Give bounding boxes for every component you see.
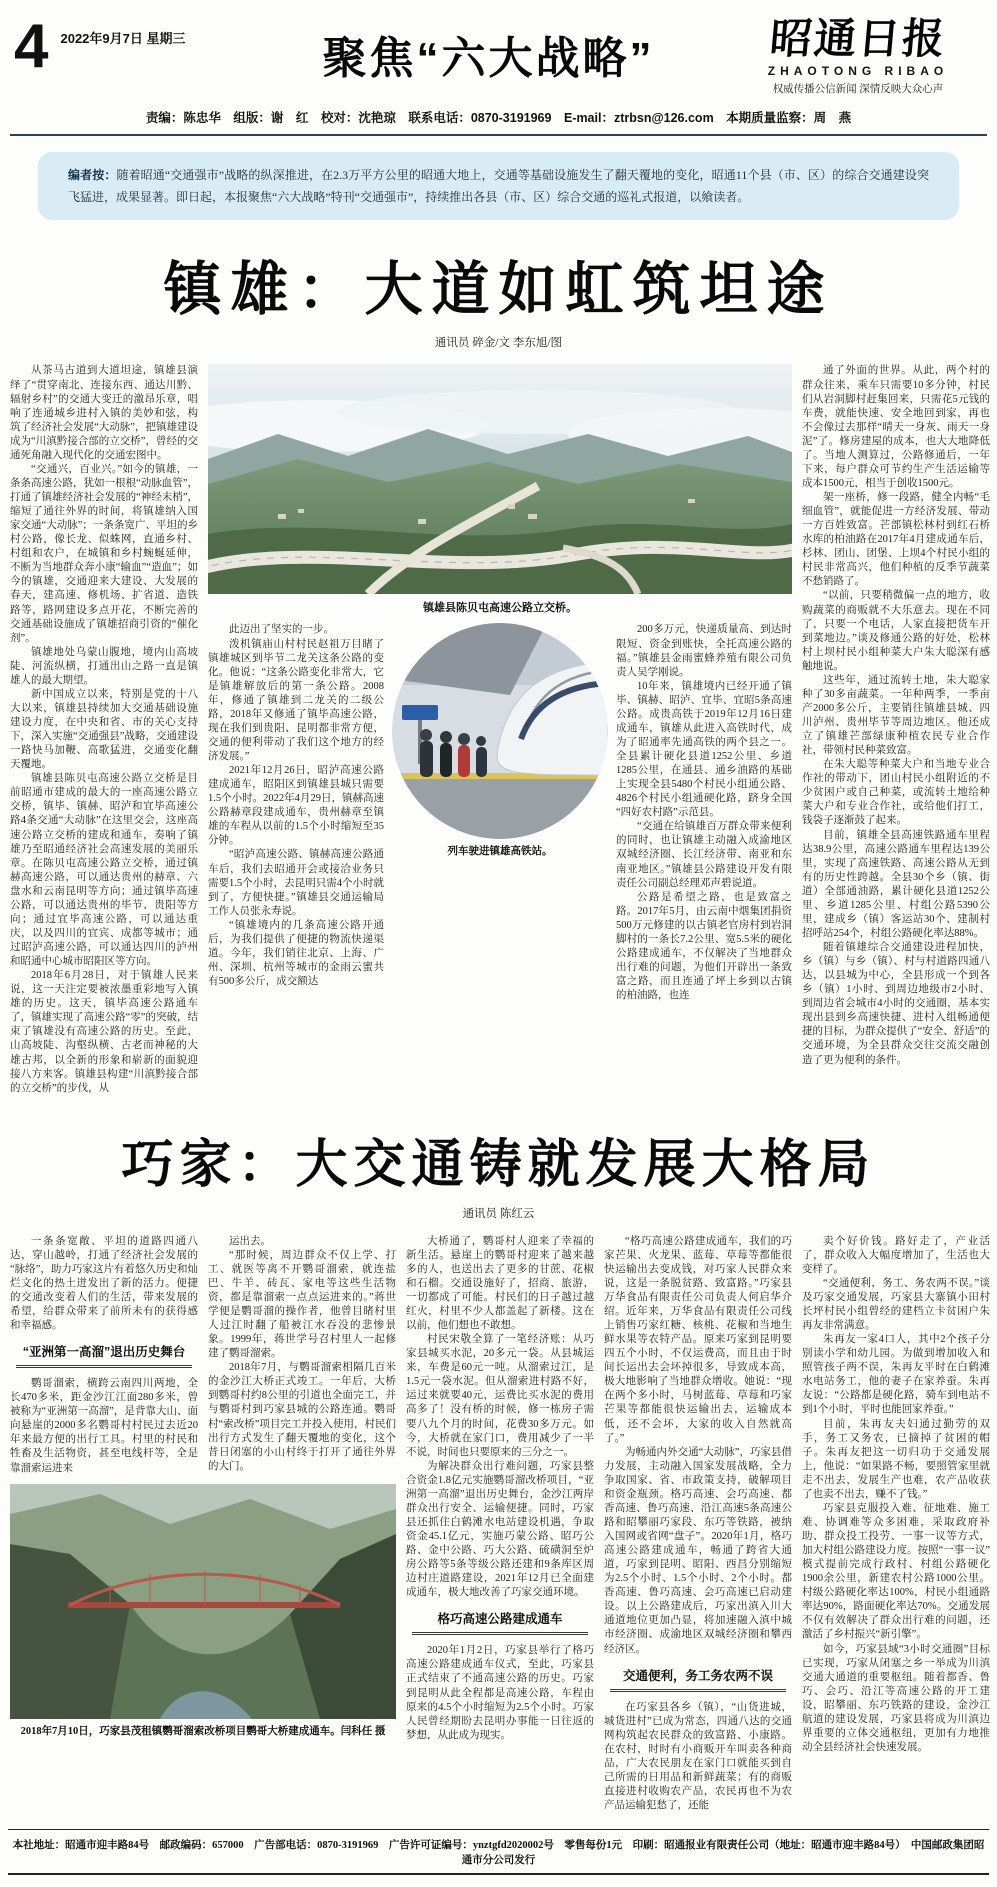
photo2-caption: 列车驶进镇雄高铁站。 bbox=[447, 846, 553, 858]
paper-slogan: 权威传播公信新闻 深情反映大众心声 bbox=[772, 84, 944, 96]
column-subhead: 交通便利，务工务农两不误 bbox=[610, 1666, 787, 1692]
article1-headline: 镇雄：大道如虹筑坦途 bbox=[163, 257, 834, 323]
article1-body bbox=[8, 364, 989, 1095]
body-paragraph: 2020年1月2日，巧家县举行了格巧高速公路建成通车仪式，至此，巧家县正式结束了不通高速公路的历史。巧家到昆明从此全程都是高速公路，车程由原来的4.5个小时缩短为2.5个小时。巧家人民曾经期盼去昆明办事能一日往返的梦想，从此成为现实。 bbox=[406, 1645, 594, 1741]
body-paragraph: 2021年12月26日，昭泸高速公路建成通车，昭阳区到镇雄县城只需要1.5个小时。2022年4月29日，镇赫高速公路赫章段建成通车，贵州赫章至镇雄的车程从以前的1.5个小时缩短至35分钟。 bbox=[208, 765, 384, 847]
issue-date: 2022年9月7日 星期三 bbox=[60, 31, 186, 46]
body-paragraph: 200多万元，快递质量高、到达时限短、资金到账快，全托高速公路的福。”镇雄县金雨蜜蜂养殖有限公司负责人吴学刚说。 bbox=[616, 624, 792, 678]
body-paragraph: 10年来，镇雄境内已经开通了镇毕、镇赫、昭泸、宜毕、宜昭5条高速公路。成贵高铁于2019年12月16日建成通车，镇雄从此进入高铁时代，成为了昭通率先通高铁的两个县之一。全县累计硬化县道1252公里、乡道1285公里，在通县、通乡油路的基础上实现全县5480个村民小组通公路、4826个村民小组通硬化路，跻身全国“四好农村路”示范县。 bbox=[616, 680, 792, 819]
paper-logo bbox=[733, 18, 983, 96]
body-paragraph: 目前，镇雄全县高速铁路通车里程达38.9公里，高速公路通车里程达139公里，实现了高速铁路、高速公路从无到有的历史性跨越。全县30个乡（镇、街道）全部通油路，累计硬化县道1252公里、乡道1285公里、村组公路5390公里，建成乡（镇）客运站30个、建制村招呼站254个，村组公路硬化率达88%。 bbox=[802, 829, 990, 939]
article2-column-1 bbox=[10, 1235, 198, 1476]
body-paragraph: 从茶马古道到大道坦途，镇雄县演绎了“贯穿南北、连接东西、通达川黔、辐射乡村”的交通大变迁的激昂乐章，唱响了连通城乡进村入镇的美妙和弦，构筑了经济社会发展“大动脉”，把镇雄建设成为“川滇黔接合部的立交桥”，曾经的交通死角融入现代化的交通宏图中。 bbox=[10, 365, 198, 461]
aerial-highway-photo bbox=[208, 364, 792, 594]
train-photo-block bbox=[392, 623, 608, 866]
body-paragraph: 目前，朱再友夫妇通过勤劳的双手，务工又务农，已摘掉了贫困的帽子。朱再友把这一切归功于交通发展上，他说：“如果路不畅，要照管家里就走不出去，发展生产也难，农产品收获了也卖不出去，赚不了钱。” bbox=[802, 1418, 990, 1500]
article2-left-block bbox=[10, 1235, 396, 1746]
body-paragraph: 朱再友一家4口人，其中2个孩子分别读小学和幼儿园。为做到增加收入和照管孩子两不误，朱再友平时在白鹤滩水电站务工，他的妻子在家养蚕。朱再友说：“公路都是硬化路，骑车到电站不到1个小时，平时也能回家养蚕。” bbox=[802, 1334, 990, 1416]
body-paragraph: 在朱大聪等种菜大户和当地专业合作社的带动下，团山村民小组附近的不少贫困户或自己种菜，或流转土地给种菜大户和专业合作社，或给他们打工，钱袋子逐渐鼓了起来。 bbox=[802, 759, 990, 827]
body-paragraph: 这些年，通过流转土地，朱大聪家种了30多亩蔬菜。一年种两季，一季亩产2000多公斤，主要销往镇雄县城、四川泸州、贵州毕节等周边地区。他还成立了镇雄芒部绿康种植农民专业合作社，带领村民种菜致富。 bbox=[802, 674, 990, 757]
article2-byline: 通讯员 陈红云 bbox=[462, 1207, 535, 1220]
body-paragraph: 镇雄县陈贝屯高速公路立交桥是目前昭通市建成的最大的一座高速公路立交桥，镇毕、镇赫、昭泸和宜毕高速公路4条交通“大动脉”在这里交会，这座高速公路立交桥的建成和通车，奏响了镇雄乃至昭通经济社会高速发展的美丽乐章。在陈贝屯高速公路立交桥，通过镇赫高速公路，可以通达贵州的赫章、六盘水和云南昆明等方向；通过镇毕高速公路，可以通达贵州的毕节、贵阳等方向；通过宜毕高速公路，可以通达重庆，以及四川的宜宾、成都等城市；通过昭泸高速公路，可以通达四川的泸州和昭通中心城市昭阳区等方向。 bbox=[10, 773, 198, 968]
body-paragraph: “交通兴，百业兴。”如今的镇雄，一条条高速公路，犹如一根根“动脉血管”，打通了镇雄经济社会发展的“神经末梢”，缩短了通往外界的时间，将镇雄纳入国家交通“大动脉”；一条条宽广、平坦的乡村公路，像长龙、似蛛网，直通乡村、村组和农户，在城镇和乡村蜿蜒延伸，不断为当地群众奔小康“输血”“造血”；如今的镇雄，交通迎来大建设、大发展的春天，建高速、修机场、扩省道、造铁路等，路网建设多点开花，不断完善的交通基础设施成了镇雄招商引资的“催化剂”。 bbox=[10, 463, 198, 644]
body-paragraph: “交通便利，务工、务农两不误。”谈及巧家交通发展，巧家县大寨镇小田村长坪村民小组曾经的建档立卡贫困户朱再友非常满意。 bbox=[802, 1277, 990, 1332]
body-paragraph: “格巧高速公路建成通车，我们的巧家芒果、火龙果、蓝莓、草莓等都能很快运输出去变成钱，对巧家人民群众来说，这是一条脱贫路、致富路。”巧家县万华食品有限责任公司负责人何启华介绍。近年来，万华食品有限责任公司线上销售巧家红糖、核桃、花椒和当地生鲜水果等农特产品。原来巧家到昆明要四五个小时，不仅运费高，而且由于时间长运出去会坏掉很多，导致成本高，极大地影响了当地群众增收。她说：“现在两个多小时，马树蓝莓、草莓和巧家芒果等都能很快运输出去，运输成本低，还不会坏，大家的收入自然就高了。” bbox=[604, 1235, 792, 1444]
paper-name: 昭通日报 bbox=[767, 17, 949, 63]
article1-byline: 通讯员 碎金/文 李东旭/图 bbox=[434, 337, 563, 350]
body-paragraph: 2018年7月，与鹦哥溜索相隔几百米的金沙江大桥正式竣工。一年后，大桥到鹦哥村约8公里的引道也全面完工，并与鹦哥村到巧家县城的公路连通。鹦哥村“索改桥”项目完工并投入使用，村民们出行方式发生了翻天覆地的变化，这个昔日闭塞的小山村终于打开了通往外界的大门。 bbox=[208, 1362, 396, 1472]
body-paragraph: 一条条宽敞、平坦的道路四通八达，穿山越岭，打通了经济社会发展的“脉络”，助力巧家这片有着悠久历史和灿烂文化的热土迸发出了新的活力。便捷的交通改变着人们的生活，带来发展的希望，给群众带来了前所未有的获得感和幸福感。 bbox=[10, 1235, 198, 1332]
article-zhenxiong bbox=[8, 242, 989, 1095]
article1-column-3 bbox=[616, 623, 792, 1003]
body-paragraph: 2018年6月28日，对于镇雄人民来说，这一天注定要被浓墨重彩地写入镇雄的历史。这天，镇毕高速公路通车了，镇雄实现了高速公路“零”的突破，结束了镇雄没有高速公路的历史。至此，山高坡陡、沟壑纵横、古老而神秘的大雄古邦，以全新的形象和崭新的面貌迎接八方来客。镇雄县构建“川滇黔接合部的立交桥”的步伐，从 bbox=[10, 970, 198, 1094]
bridge-canyon-photo bbox=[10, 1484, 396, 1719]
article-qiaojia bbox=[8, 1122, 989, 1813]
article2-body bbox=[8, 1235, 989, 1813]
body-paragraph: 泼机镇庙山村村民赵祖万目睹了镇雄城区到毕节二龙关这条公路的变化。他说：“这条公路变化非常大，它是镇雄解放后的第一条公路。2008年，修通了镇雄到二龙关的二级公路，2018年又修通了镇毕高速公路，现在我们到贵阳、昆明都非常方便，交通的便利带动了我们这个地方的经济发展。” bbox=[208, 638, 384, 763]
paper-name-pinyin: ZHAOTONG RIBAO bbox=[767, 64, 949, 79]
editor-note-box bbox=[38, 152, 959, 220]
article1-column-1 bbox=[10, 364, 198, 1095]
article2-column-2 bbox=[208, 1235, 396, 1474]
article1-column-4 bbox=[802, 364, 990, 1067]
article1-middle bbox=[208, 364, 792, 1003]
masthead-left bbox=[14, 12, 244, 81]
article2-column-4 bbox=[604, 1235, 792, 1813]
article2-headline: 巧家：大交通铸就发展大格局 bbox=[121, 1135, 876, 1194]
page-number: 4 bbox=[14, 12, 49, 81]
body-paragraph: 随着镇雄综合交通建设进程加快，乡（镇）与乡（镇）、村与村道路四通八达，以县城为中心，全县形成一个到各乡（镇）1小时、到周边地级市2小时、到周边省会城市4小时的交通圈，基本实现出县到乡高速快捷、进村入组畅通便捷的目标，为群众提供了“安全、舒适”的交通环境，为全县群众交往交流交融创造了更为便利的条件。 bbox=[802, 942, 990, 1066]
body-paragraph: 公路是希望之路，也是致富之路。2017年5月，由云南中烟集团捐资500万元修建的以古镇老官房村到岩洞脚村的一条长7.2公里、宽5.5米的硬化公路建成通车，不仅解决了当地群众出行难的问题，为他们开辟出一条致富之路，而且连通了坪上乡到以古镇的柏油路，也连 bbox=[616, 891, 792, 1002]
body-paragraph: 如今，巧家县域“3小时交通圈”目标已实现，巧家从闭塞之乡一举成为川滇交通大通道的重要枢纽。随着都香、鲁巧、会巧、沿江等高速公路的开工建设，昭攀丽、东巧铁路的建设，金沙江航道的建设发展，巧家县将成为川滇边界重要的立体交通枢纽，更加有力地推动全县经济社会快速发展。 bbox=[802, 1643, 990, 1753]
article1-middle-row bbox=[208, 623, 792, 1003]
body-paragraph: 通了外面的世界。从此，两个村的群众往来，乘车只需要10多分钟，村民们从岩洞脚村赶集回来，只需花5元钱的车费，就能快速、安全地回到家，再也不会像过去那样“晴天一身灰、雨天一身泥”了。修房建屋的成本，也大大地降低了。当地人测算过，公路修通后，一年下来，每户群众可节约生产生活运输等成本1500元，相当于创收1500元。 bbox=[802, 365, 990, 489]
body-paragraph: 镇雄地处乌蒙山腹地，境内山高坡陡、河流纵横，打通出山之路一直是镇雄人的最大期望。 bbox=[10, 646, 198, 686]
colophon-rule bbox=[8, 1829, 989, 1875]
editor-note-text: 随着昭通“交通强市”战略的纵深推进，在2.3万平方公里的昭通大地上，交通等基础设施发生了翻天覆地的变化，昭通11个县（市、区）的综合交通建设突飞猛进，成果显著。即日起，本报聚焦“六大战略”特刊“交通强市”，持续推出各县（市、区）综合交通的巡礼式报道，以飨读者。 bbox=[68, 168, 929, 205]
body-paragraph: 此迈出了坚实的一步。 bbox=[229, 624, 334, 636]
masthead bbox=[8, 10, 989, 96]
section-title: 聚焦“六大战略” bbox=[322, 34, 655, 83]
column-subhead: “亚洲第一高溜”退出历史舞台 bbox=[16, 1342, 193, 1368]
body-paragraph: 运出去。 bbox=[229, 1235, 271, 1247]
photo1-caption: 镇雄县陈贝屯高速公路立交桥。 bbox=[423, 602, 577, 615]
article2-column-3 bbox=[406, 1235, 594, 1743]
article1-column-2 bbox=[208, 623, 384, 989]
body-paragraph: 大桥通了，鹦哥村人迎来了幸福的新生活。悬崖上的鹦哥村迎来了越来越多的人，也送出去了更多的甘蔗、花椒和石榴。交通设施好了，招商、旅游，一切都成了可能。村民们的日子越过越红火，村里不少人都盖起了新楼。这在以前，他们想也不敢想。 bbox=[406, 1235, 594, 1332]
body-paragraph: 卖个好价钱。路好走了，产业活了，群众收入大幅度增加了，生活也大变样了。 bbox=[802, 1235, 990, 1275]
body-paragraph: “交通在给镇雄百万群众带来便利的同时，也让镇雄主动融入成渝地区双城经济圈、长江经济带、南亚和东南亚地区。”镇雄县公路建设开发有限责任公司副总经理邓声碧说道。 bbox=[616, 821, 792, 889]
body-paragraph: “以前，只要稍微偏一点的地方，收购蔬菜的商贩就不大乐意去。现在不同了，只要一个电话，人家直接把货车开到菜地边。”谈及修通公路的好处，松林村上坝村民小组种菜大户朱大聪深有感触地说。 bbox=[802, 590, 990, 672]
body-paragraph: 在巧家县各乡（镇），“山货进城，城货进村”已成为常态，四通八达的交通网构筑起农民群众的致富路、小康路。在农村，时时有小商贩开车叫卖各种商品，广大农民朋友在家门口就能买到自己所需的日用品和新鲜蔬菜；有的商贩直接进村收购农产品，农民再也不为农产品运输犯愁了，还能 bbox=[604, 1701, 792, 1812]
body-paragraph: 架一座桥，修一段路，健全内畅“毛细血管”，就能促进一方经济发展、带动一方百姓致富。芒部镇松林村到红石桥水库的柏油路在2017年4月建成通车后，杉林、团山、团堡、上坝4个村民小组的村民非常高兴，他们种植的反季节蔬菜不愁销路了。 bbox=[802, 492, 990, 588]
body-paragraph: 为畅通内外交通“大动脉”，巧家县借力发展，主动融入国家发展战略，全力争取国家、省、市政策支持，破解项目和资金瓶颈。格巧高速、会巧高速、都香高速、鲁巧高速、沿江高速5条高速公路和昭攀丽巧家段、东巧等铁路，被纳入国网或省网“盘子”。2020年1月，格巧高速公路建成通车，畅通了跨省大通道，巧家到昆明、昭阳、西昌分别缩短为2.5个小时、1.5个小时、2个小时。都香高速、鲁巧高速、会巧高速已启动建设。以上公路建成后，巧家出滇入川大通道地位更加凸显，将加速融入滇中城市经济圈、成渝地区双城经济圈和攀西经济区。 bbox=[604, 1446, 792, 1655]
body-paragraph: “镇雄境内的几条高速公路开通后，为我们提供了便捷的物流快递渠道。今年，我们销往北京、上海、广州、深圳、杭州等城市的金雨云蜜共有500多公斤，成交额达 bbox=[208, 919, 384, 988]
body-paragraph: 村民宋敬全算了一笔经济账：从巧家县城买水泥，20多元一袋。从县城运来，车费是60元一吨。从溜索过江，是1.5元一袋水泥。但从溜索进村路不好，运过来就要40元，运费比买水泥的费用高多了！没有桥的时候，修一栋房子需要八九个月的时间，花费30多万元。如今，大桥就在家门口，费用减少了一半不说，时间也只要原来的三分之一。 bbox=[406, 1334, 594, 1458]
photo3-caption: 2018年7月10日，巧家县茂租镇鹦哥溜索改桥项目鹦哥大桥建成通车。闫科任 摄 bbox=[20, 1725, 386, 1737]
body-paragraph: “那时候，周边群众不仅上学、打工、就医等离不开鹦哥溜索，就连盐巴、牛羊、砖瓦、家电等这些生活物资，都是靠溜索一点点运进来的。”蒋世学便是鹦哥溜的操作者，他曾目睹村里人过江时翻了船被江水吞没的悲惨景象。1999年，蒋世学号召村里人一起修建了鹦哥溜索。 bbox=[208, 1249, 396, 1360]
colophon: 本社地址：昭通市迎丰路84号 邮政编码：657000 广告部电话：0870-3191969 广告许可证编号：ynztgfd2020002号 零售每份1元 印刷：昭通报业有限责任公司（地址：昭通市迎丰路84号） 中国邮政集团昭通市分公司发行 bbox=[12, 1840, 985, 1867]
body-paragraph: “昭泸高速公路、镇赫高速公路通车后，我们去昭通开会或接洽业务只需要1.5个小时，去昆明只需4个小时就到了，方便快捷。”镇雄县交通运输局工作人员张永寿说。 bbox=[208, 849, 384, 917]
staff-line: 责编：陈忠华 组版：谢 红 校对：沈艳琼 联系电话：0870-3191969 E-mail：ztrbsn@126.com 本期质量监察：周 燕 bbox=[145, 111, 852, 126]
body-paragraph: 巧家县克服投入难、征地难、施工难、协调难等众多困难，采取政府补助、群众投工投劳、一事一议等方式，加大村组公路建设力度。按照“一事一议”模式提前完成行政村、村组公路硬化1900余公里，新建农村公路1000公里。村级公路硬化率达100%，村民小组通路率达90%，路面硬化率达70%。交通发展不仅有效解决了群众出行难的问题，还激活了乡村振兴“新引擎”。 bbox=[802, 1502, 990, 1641]
body-paragraph: 为解决群众出行难问题，巧家县整合资金1.8亿元实施鹦哥溜改桥项目，“亚洲第一高溜”退出历史舞台，金沙江两岸群众出行安全、运输便捷。同时，巧家县还抓住白鹤滩水电站建设机遇，争取资金45.1亿元，实施巧蒙公路、昭巧公路、金中公路、巧大公路、硫磺洞至炉房公路等5条等级公路还建和9条库区周边村庄道路建设，2021年12月已全面建成通车，极大地改善了巧家交通环境。 bbox=[406, 1460, 594, 1599]
editor-note-label: 编者按： bbox=[68, 168, 117, 183]
masthead-rule bbox=[10, 134, 987, 136]
body-paragraph: 新中国成立以来，特别是党的十八大以来，镇雄县持续加大交通基础设施建设力度，在中央和省、市的关心支持下，深入实施“交通强县”战略，交通建设一路快马加鞭、高歌猛进，交通变化翻天覆地。 bbox=[10, 688, 198, 771]
train-station-photo bbox=[392, 623, 608, 839]
article2-column-5 bbox=[802, 1235, 990, 1755]
column-subhead: 格巧高速公路建成通车 bbox=[412, 1609, 589, 1635]
body-paragraph: 鹦哥溜索，横跨云南四川两地，全长470多米，距金沙江江面280多米，曾被称为“亚洲第一高溜”，是背靠大山、面向悬崖的2000多名鹦哥村村民过去近20年来最方便的出行工具。村里的村民和牲畜及生活物资，甚至电线杆等，全是靠溜索运进来 bbox=[10, 1378, 198, 1474]
